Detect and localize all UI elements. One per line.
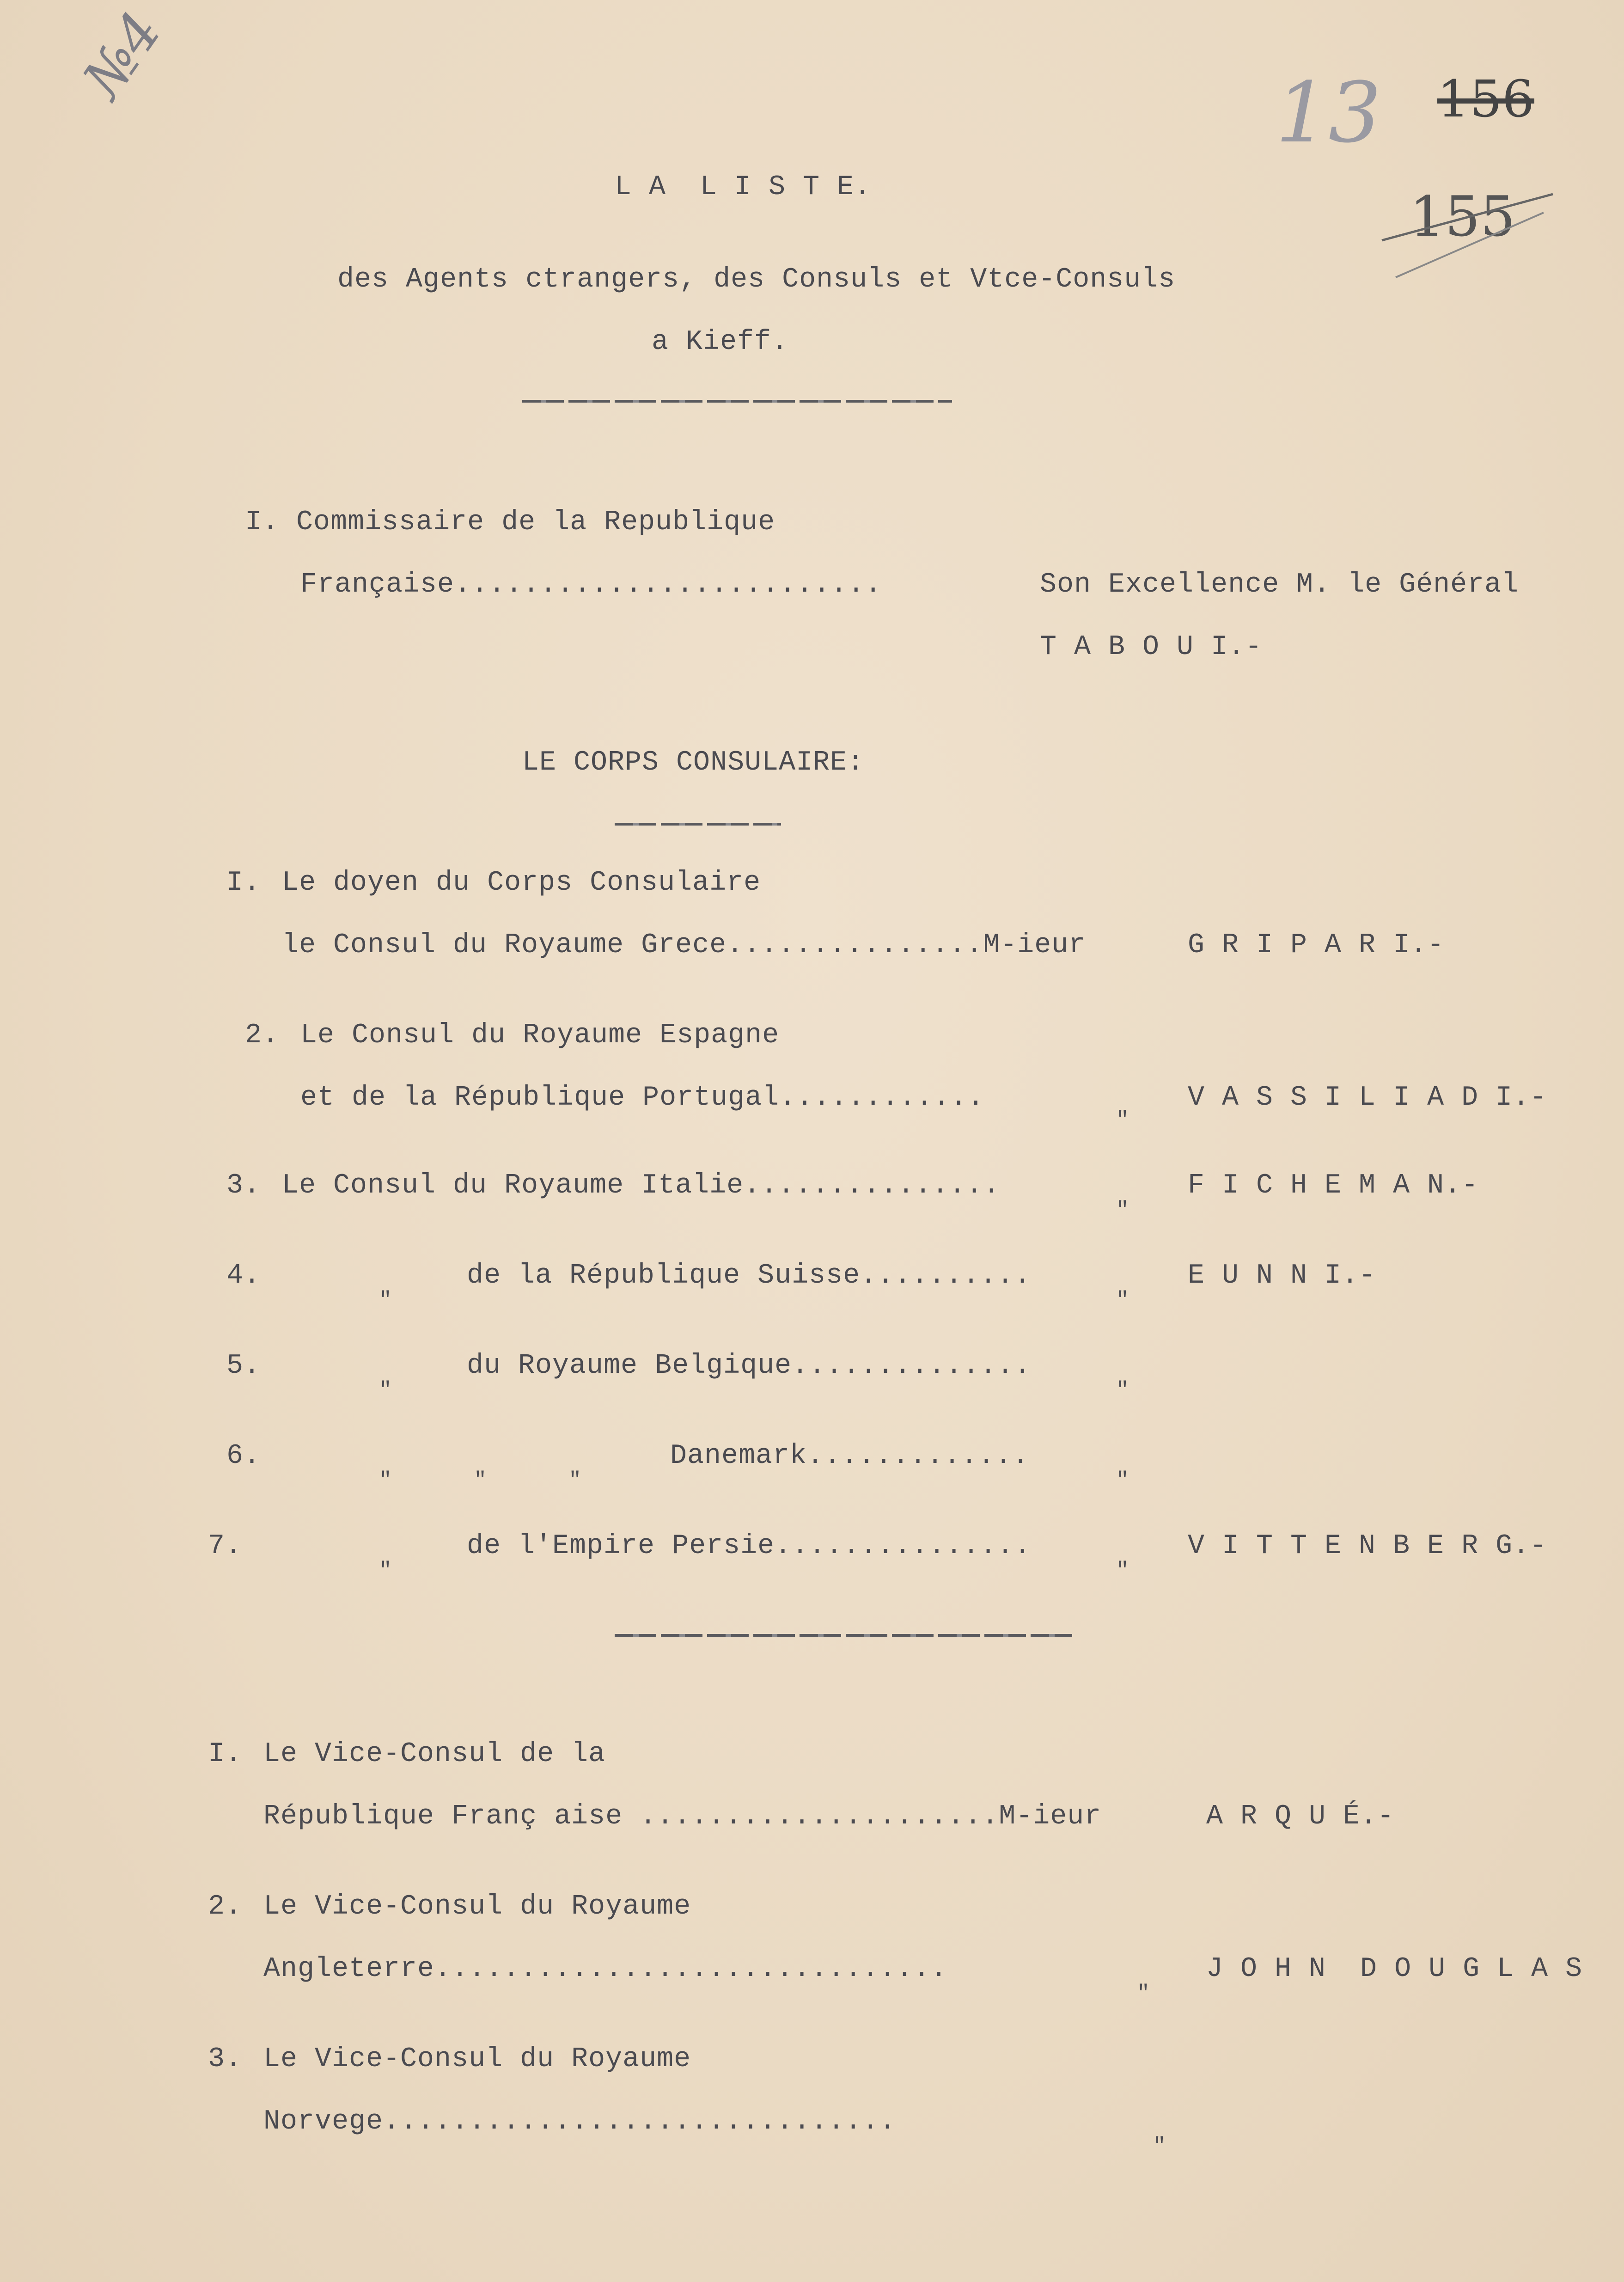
handwritten-folio-mark: 13 xyxy=(1276,65,1382,161)
vice-consul-text-line2: Norvege.............................. xyxy=(263,2106,897,2137)
consul-name: V I T T E N B E R G.- xyxy=(1188,1530,1547,1562)
consul-text-line1: Le Consul du Royaume Espagne xyxy=(300,1020,780,1051)
ditto-mark-left: " xyxy=(379,1559,392,1583)
vice-consul-number: I. xyxy=(208,1738,243,1770)
consul-number: 4. xyxy=(226,1260,261,1291)
document-subtitle-line2: a Kieff. xyxy=(652,326,789,358)
ditto-mark-left: " xyxy=(379,1288,392,1312)
page-number-strike-icon xyxy=(1377,185,1562,287)
consul-number: 3. xyxy=(226,1170,261,1201)
document-subtitle-line1: des Agents ctrangers, des Consuls et Vtce-Consuls xyxy=(337,264,1176,295)
ditto-mark: " xyxy=(1116,1288,1129,1312)
commissioner-title-line2: Française......................... xyxy=(300,569,882,600)
consul-name: F I C H E M A N.- xyxy=(1188,1170,1479,1201)
consul-text-line2: le Consul du Royaume Grece...............M-ieur xyxy=(282,930,1086,961)
consul-number: 7. xyxy=(208,1530,243,1562)
corps-consulaire-divider xyxy=(615,823,781,826)
consul-number: 2. xyxy=(245,1020,280,1051)
vice-consul-name: J O H N D O U G L A S xyxy=(1206,1953,1583,1985)
consul-name: G R I P A R I.- xyxy=(1188,930,1445,961)
ditto-mark: " xyxy=(1116,1559,1129,1583)
header-divider xyxy=(522,400,952,403)
consul-text-line1: Le Consul du Royaume Italie............... xyxy=(282,1170,1001,1201)
consul-text-line1: Danemark............. xyxy=(670,1440,1030,1472)
section-divider xyxy=(615,1634,1077,1637)
consul-number: 5. xyxy=(226,1350,261,1382)
consul-text-line1: Le doyen du Corps Consulaire xyxy=(282,867,761,899)
commissioner-name-line2: T A B O U I.- xyxy=(1040,631,1263,663)
ditto-mark: " xyxy=(1116,1198,1129,1222)
consul-number: I. xyxy=(226,867,261,899)
vice-consul-text-line2: Angleterre.............................. xyxy=(263,1953,948,1985)
consul-name: E U N N I.- xyxy=(1188,1260,1376,1291)
ditto-mark-left: " xyxy=(379,1378,392,1402)
consul-name: V A S S I L I A D I.- xyxy=(1188,1082,1547,1113)
handwritten-number-top-left: №4 xyxy=(71,0,174,110)
commissioner-title-line1: I. Commissaire de la Republique xyxy=(245,507,775,538)
vice-consul-text-line1: Le Vice-Consul du Royaume xyxy=(263,2043,691,2075)
consul-text-line1: de l'Empire Persie............... xyxy=(467,1530,1032,1562)
page-number-struck: 156 xyxy=(1437,69,1534,128)
vice-consul-name: A R Q U É.- xyxy=(1206,1801,1395,1832)
consul-text-line2: et de la République Portugal............ xyxy=(300,1082,985,1113)
vice-consul-number: 3. xyxy=(208,2043,243,2075)
commissioner-name-line1: Son Excellence M. le Général xyxy=(1040,569,1519,600)
vice-consul-text-line2: République Franç aise .....................M-ieur xyxy=(263,1801,1102,1832)
vice-consul-number: 2. xyxy=(208,1891,243,1922)
ditto-mark: " xyxy=(1116,1108,1129,1132)
document-title: L A L I S T E. xyxy=(615,171,872,203)
corps-consulaire-heading: LE CORPS CONSULAIRE: xyxy=(522,747,865,778)
vice-consul-text-line1: Le Vice-Consul de la xyxy=(263,1738,606,1770)
ditto-mark: " xyxy=(1137,1982,1150,2006)
ditto-mark: " xyxy=(1116,1378,1129,1402)
consul-number: 6. xyxy=(226,1440,261,1472)
consul-text-line1: de la République Suisse.......... xyxy=(467,1260,1032,1291)
vice-consul-text-line1: Le Vice-Consul du Royaume xyxy=(263,1891,691,1922)
ditto-mark: " xyxy=(1116,1468,1129,1493)
consul-text-line1: du Royaume Belgique.............. xyxy=(467,1350,1032,1382)
ditto-mark-left: " " " xyxy=(379,1468,582,1493)
ditto-mark: " xyxy=(1153,2134,1166,2158)
page-number: 155 xyxy=(1410,185,1516,249)
